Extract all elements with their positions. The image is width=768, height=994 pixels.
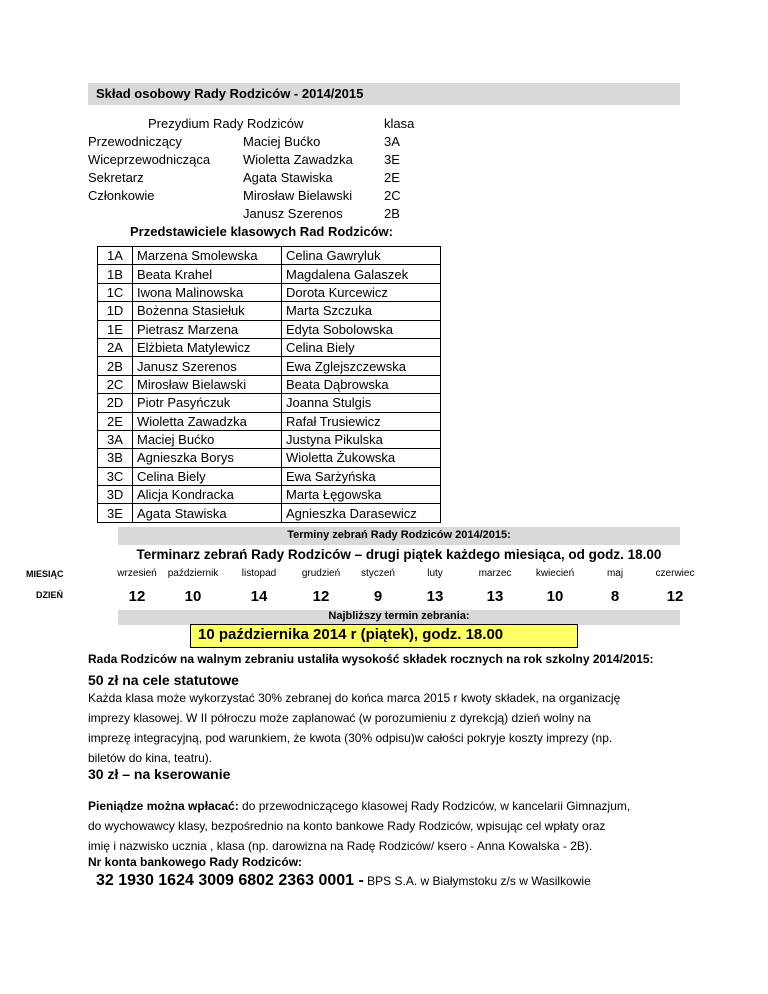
presidium-class: 3E	[384, 152, 400, 167]
class-cell: 1A	[98, 247, 133, 265]
parent-cell: Agnieszka Darasewicz	[282, 504, 441, 522]
parent-cell: Celina Biely	[282, 338, 441, 356]
fee-statutory-desc: Każda klasa może wykorzystać 30% zebranej do końca marca 2015 r kwoty składek, na organizację	[88, 691, 621, 705]
table-row	[98, 302, 441, 320]
next-meeting-label: Najbliższy termin zebrania:	[328, 610, 470, 622]
meetings-bar-title: Terminy zebrań Rady Rodziców 2014/2015:	[287, 529, 511, 541]
parent-cell: Agata Stawiska	[133, 504, 282, 522]
class-cell: 3C	[98, 467, 133, 485]
meeting-day: 9	[373, 588, 383, 605]
presidium-name: Agata Stawiska	[243, 170, 333, 185]
presidium-name: Mirosław Bielawski	[243, 188, 353, 203]
meeting-day: 13	[486, 588, 504, 605]
meeting-day: 8	[610, 588, 620, 605]
meetings-subtitle: Terminarz zebrań Rady Rodziców – drugi piątek każdego miesiąca, od godz. 18.00	[136, 547, 662, 562]
payment-lead: Pieniądze można wpłacać:	[88, 799, 239, 813]
presidium-name: Wioletta Zawadzka	[243, 152, 353, 167]
class-cell: 3D	[98, 486, 133, 504]
presidium-role: Sekretarz	[88, 170, 144, 185]
parent-cell: Wioletta Zawadzka	[133, 412, 282, 430]
table-row	[98, 449, 441, 467]
class-cell: 1C	[98, 283, 133, 301]
class-cell: 3E	[98, 504, 133, 522]
presidium-class: 3A	[384, 134, 400, 149]
meeting-day: 12	[666, 588, 684, 605]
month-name: kwiecień	[535, 568, 575, 579]
table-row	[98, 265, 441, 283]
page-title: Skład osobowy Rady Rodziców - 2014/2015	[96, 86, 364, 101]
table-row	[98, 338, 441, 356]
presidium-class-heading: klasa	[384, 116, 415, 131]
parent-cell: Mirosław Bielawski	[133, 375, 282, 393]
parent-cell: Rafał Trusiewicz	[282, 412, 441, 430]
class-cell: 1B	[98, 265, 133, 283]
parent-cell: Beata Dąbrowska	[282, 375, 441, 393]
parent-cell: Piotr Pasyńczuk	[133, 394, 282, 412]
reps-table	[97, 246, 441, 523]
parent-cell: Wioletta Żukowska	[282, 449, 441, 467]
payment-line-rest: do przewodniczącego klasowej Rady Rodziców, w kancelarii Gimnazjum,	[238, 799, 631, 813]
class-cell: 2B	[98, 357, 133, 375]
table-row	[98, 283, 441, 301]
presidium-class: 2B	[384, 206, 400, 221]
table-row	[98, 412, 441, 430]
meeting-day: 10	[184, 588, 202, 605]
month-name: październik	[167, 568, 219, 579]
parent-cell: Maciej Bućko	[133, 430, 282, 448]
presidium-name: Janusz Szerenos	[243, 206, 343, 221]
parent-cell: Dorota Kurcewicz	[282, 283, 441, 301]
parent-cell: Bożenna Stasiełuk	[133, 302, 282, 320]
presidium-heading: Prezydium Rady Rodziców	[148, 116, 304, 131]
parent-cell: Marta Szczuka	[282, 302, 441, 320]
class-cell: 2A	[98, 338, 133, 356]
table-row	[98, 504, 441, 522]
month-name: maj	[606, 568, 624, 579]
account-label: Nr konta bankowego Rady Rodziców:	[88, 855, 303, 869]
parent-cell: Joanna Stulgis	[282, 394, 441, 412]
fee-statutory-desc: biletów do kina, teatru).	[88, 751, 213, 765]
table-row	[98, 320, 441, 338]
parent-cell: Magdalena Galaszek	[282, 265, 441, 283]
parent-cell: Marzena Smolewska	[133, 247, 282, 265]
meeting-day: 13	[426, 588, 444, 605]
month-name: czerwiec	[655, 568, 695, 579]
month-name: grudzień	[301, 568, 341, 579]
month-name: luty	[427, 568, 443, 579]
class-cell: 1D	[98, 302, 133, 320]
fee-copying: 30 zł – na kserowanie	[88, 766, 231, 782]
table-row	[98, 375, 441, 393]
class-cell: 3B	[98, 449, 133, 467]
presidium-role: Przewodniczący	[88, 134, 182, 149]
parent-cell: Elżbieta Matylewicz	[133, 338, 282, 356]
account-line	[96, 872, 591, 890]
table-row	[98, 357, 441, 375]
parent-cell: Celina Biely	[133, 467, 282, 485]
day-row-label: DZIEŃ	[36, 590, 63, 600]
payment-line: do wychowawcy klasy, bezpośrednio na konto bankowe Rady Rodziców, wpisując cel wpłaty oraz	[88, 819, 606, 833]
table-row	[98, 247, 441, 265]
bank-name: BPS S.A. w Białymstoku z/s w Wasilkowie	[363, 874, 591, 888]
presidium-name: Maciej Bućko	[243, 134, 321, 149]
table-row	[98, 430, 441, 448]
parent-cell: Marta Łęgowska	[282, 486, 441, 504]
parent-cell: Iwona Malinowska	[133, 283, 282, 301]
parent-cell: Justyna Pikulska	[282, 430, 441, 448]
table-row	[98, 394, 441, 412]
next-meeting-date: 10 października 2014 r (piątek), godz. 18.00	[198, 626, 504, 643]
parent-cell: Celina Gawryluk	[282, 247, 441, 265]
month-name: marzec	[478, 568, 512, 579]
month-name: listopad	[241, 568, 277, 579]
parent-cell: Alicja Kondracka	[133, 486, 282, 504]
class-cell: 2C	[98, 375, 133, 393]
meeting-day: 12	[312, 588, 330, 605]
parent-cell: Janusz Szerenos	[133, 357, 282, 375]
fee-statutory-desc: imprezę integracyjną, pod warunkiem, że kwota (30% odpisu)w całości pokryje koszty imprezy (np.	[88, 731, 613, 745]
month-name: wrzesień	[117, 568, 157, 579]
presidium-role: Wiceprzewodnicząca	[88, 152, 211, 167]
meeting-day: 12	[128, 588, 146, 605]
fee-statutory-desc: imprezy klasowej. W II półroczu może zaplanować (w porozumieniu z dyrekcją) dzień wolny na	[88, 711, 591, 725]
payment-line	[88, 796, 630, 816]
account-number: 32 1930 1624 3009 6802 2363 0001 -	[96, 872, 364, 889]
parent-cell: Agnieszka Borys	[133, 449, 282, 467]
class-cell: 2E	[98, 412, 133, 430]
parent-cell: Beata Krahel	[133, 265, 282, 283]
reps-heading: Przedstawiciele klasowych Rad Rodziców:	[130, 224, 393, 239]
payment-line: imię i nazwisko ucznia , klasa (np. darowizna na Radę Rodziców/ ksero - Anna Kowalska - 2B).	[88, 839, 593, 853]
meeting-day: 10	[546, 588, 564, 605]
parent-cell: Pietrasz Marzena	[133, 320, 282, 338]
parent-cell: Ewa Zglejszczewska	[282, 357, 441, 375]
month-name: styczeń	[361, 568, 395, 579]
fees-intro: Rada Rodziców na walnym zebraniu ustaliła wysokość składek rocznych na rok szkolny 2014/2015:	[88, 652, 654, 666]
presidium-class: 2C	[384, 188, 401, 203]
meeting-day: 14	[250, 588, 268, 605]
class-cell: 1E	[98, 320, 133, 338]
presidium-role: Członkowie	[88, 188, 155, 203]
table-row	[98, 486, 441, 504]
fee-statutory: 50 zł na cele statutowe	[88, 672, 239, 688]
presidium-class: 2E	[384, 170, 400, 185]
class-cell: 2D	[98, 394, 133, 412]
parent-cell: Edyta Sobolowska	[282, 320, 441, 338]
parent-cell: Ewa Sarżyńska	[282, 467, 441, 485]
table-row	[98, 467, 441, 485]
class-cell: 3A	[98, 430, 133, 448]
month-row-label: MIESIĄC	[26, 569, 64, 579]
